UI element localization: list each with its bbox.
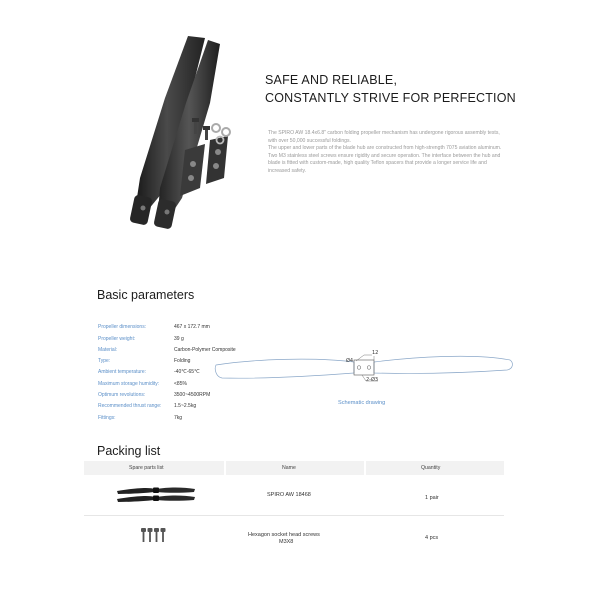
hero-title-line-2: CONSTANTLY STRIVE FOR PERFECTION bbox=[265, 91, 516, 105]
hero-description-paragraph-2: The upper and lower parts of the blade hub are constructed from high-strength 7075 aviation aluminum. Two M3 stainless steel screws ensure rigidity and secure operation. The interface between the hub and blade is fitted with custom-made, high quality Teflon spacers that provide a longer service life and increased safety. bbox=[268, 145, 502, 174]
packing-list-heading: Packing list bbox=[97, 444, 161, 458]
basic-parameters-heading: Basic parameters bbox=[97, 288, 195, 302]
param-label-humidity: Maximum storage humidity: bbox=[98, 381, 160, 387]
param-label-material: Material: bbox=[98, 347, 118, 353]
screws-image bbox=[139, 526, 167, 546]
param-value-type: Folding bbox=[174, 358, 191, 364]
packing-item-name: Hexagon socket head screws bbox=[248, 532, 320, 538]
param-value-temperature: -40℃-65℃ bbox=[174, 369, 200, 375]
hero-title-line-1: SAFE AND RELIABLE, bbox=[265, 73, 398, 87]
propeller-schematic-drawing bbox=[214, 345, 514, 390]
param-value-revolutions: 3500~4500RPM bbox=[174, 392, 211, 398]
column-header-spare-parts: Spare parts list bbox=[129, 465, 164, 471]
param-value-humidity: <85% bbox=[174, 381, 187, 387]
hero-description-paragraph-1: The SPIRO AW 18.4x6.8" carbon folding propeller mechanism has undergone rigorous assembly tests, with over 50,000 successful foldings. bbox=[268, 130, 500, 144]
packing-item-name: SPIRO AW 18468 bbox=[267, 492, 311, 498]
packing-item-quantity: 4 pcs bbox=[425, 535, 439, 541]
param-value-material: Carbon-Polymer Composite bbox=[174, 347, 236, 353]
param-label-dimensions: Propeller dimensions: bbox=[98, 324, 147, 330]
row-divider bbox=[84, 515, 504, 516]
param-label-temperature: Ambient temperature: bbox=[98, 369, 147, 375]
param-label-fittings: Fittings: bbox=[98, 415, 116, 421]
schematic-caption: Schematic drawing bbox=[338, 400, 386, 406]
column-header-name: Name bbox=[282, 465, 296, 471]
param-value-fittings: 7kg bbox=[174, 415, 183, 421]
param-label-type: Type: bbox=[98, 358, 111, 364]
propeller-pair-image bbox=[115, 485, 197, 505]
param-value-dimensions: 467 x 172.7 mm bbox=[174, 324, 210, 330]
schematic-screw-dimension: 2-Ø3 bbox=[366, 377, 379, 383]
packing-item-spec: M3X8 bbox=[279, 539, 294, 545]
schematic-hole-dimension: Ø4 bbox=[346, 358, 354, 364]
column-separator bbox=[364, 461, 366, 475]
param-label-revolutions: Optimum revolutions: bbox=[98, 392, 146, 398]
param-value-thrust: 1.5~2.5kg bbox=[174, 403, 197, 409]
column-separator bbox=[224, 461, 226, 475]
schematic-width-dimension: 12 bbox=[372, 350, 379, 356]
packing-list-header-row bbox=[84, 461, 504, 475]
column-header-quantity: Quantity bbox=[421, 465, 441, 471]
param-label-thrust: Recommended thrust range: bbox=[98, 403, 162, 409]
param-value-weight: 39 g bbox=[174, 336, 184, 342]
packing-item-quantity: 1 pair bbox=[425, 495, 439, 501]
propeller-product-image bbox=[70, 28, 250, 238]
param-label-weight: Propeller weight: bbox=[98, 336, 136, 342]
